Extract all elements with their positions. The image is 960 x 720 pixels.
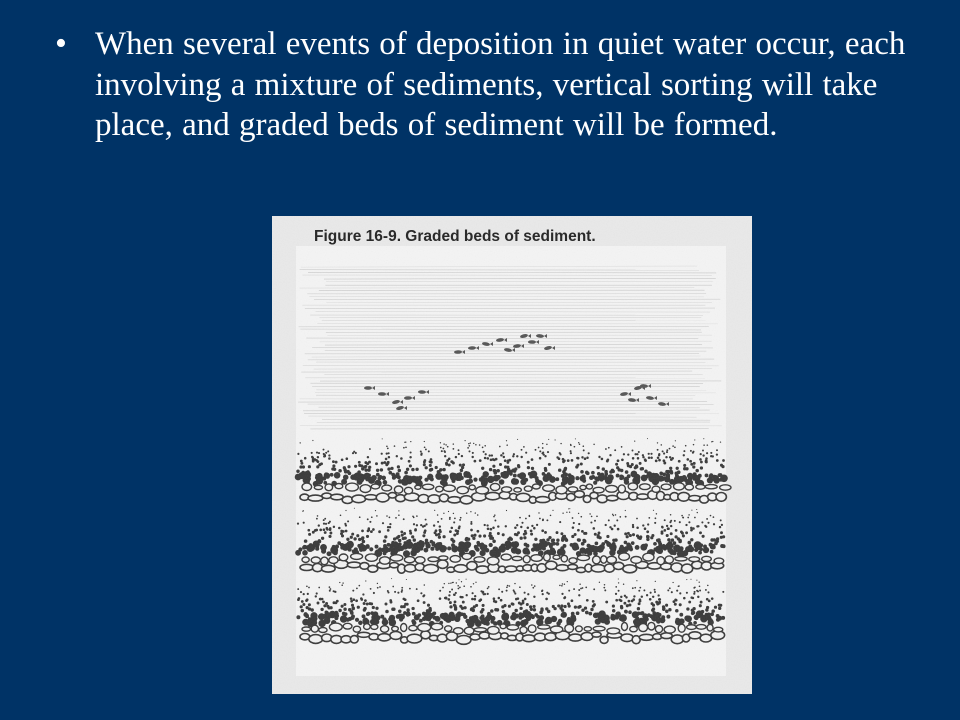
bullet-icon: • — [55, 25, 67, 62]
paper-texture — [272, 216, 752, 694]
graded-beds-figure — [272, 216, 752, 694]
bullet-text: When several events of deposition in quiet water occur, each involving a mixture of sediments, vertical sorting will take place, and graded beds of sediment will be formed. — [95, 26, 906, 143]
sediment-illustration — [272, 216, 752, 694]
figure-caption: Figure 16-9. Graded beds of sediment. — [314, 228, 596, 245]
bullet-point — [55, 24, 935, 146]
